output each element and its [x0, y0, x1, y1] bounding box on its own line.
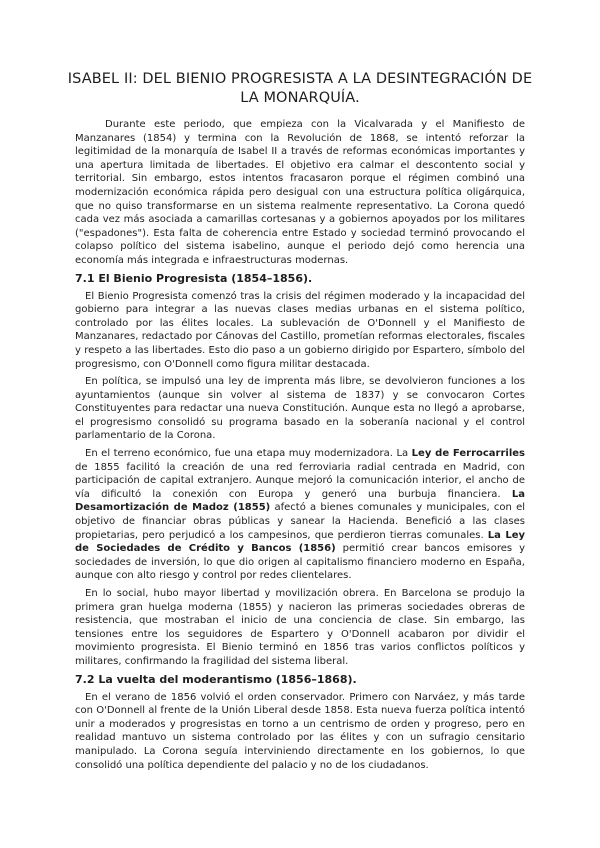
text-run: En el terreno económico, fue una etapa muy modernizadora. La	[85, 448, 412, 460]
intro-paragraph: Durante este periodo, que empieza con la Vicalvarada y el Manifiesto de Manzanares (1854) y termina con la Revolución de 1868, se intentó reforzar la legitimidad de la monarquía de Isabel II a través de reformas económicas importantes y una apertura limitada de libertades. El objetivo era calmar el descontento social y territorial. Sin embargo, estos intentos fracasaron porque el régimen combinó una modernización económica rápida pero desigual con una estructura política oligárquica, que no quiso transformarse en un sistema realmente representativo. La Corona quedó cada vez más asociada a camarillas cortesanas y a gobiernos apoyados por los militares ("espadones"). Esta falta de coherencia entre Estado y sociedad terminó provocando el colapso político del sistema isabelino, aunque el periodo dejó como herencia una economía más integrada e infraestructuras modernas.	[75, 119, 525, 266]
bold-term-ley-sociedades-credito: La Ley de Sociedades de Crédito y Bancos (1856)	[75, 529, 525, 555]
document-body	[75, 118, 525, 776]
bold-term-ley-ferrocarriles: Ley de Ferrocarriles	[411, 448, 525, 460]
section-heading-moderantismo: 7.2 La vuelta del moderantismo (1856–1868).	[75, 672, 357, 686]
bold-term-desamortizacion-madoz: La Desamortización de Madoz (1855)	[75, 488, 525, 514]
section-heading-bienio: 7.1 El Bienio Progresista (1854–1856).	[75, 271, 313, 285]
paragraph: En el verano de 1856 volvió el orden conservador. Primero con Narváez, y más tarde con O'Donnell al frente de la Unión Liberal desde 1858. Esta nueva fuerza política intentó unir a moderados y progresistas en torno a un centrismo de orden y progreso, pero en realidad mantuvo un sistema controlado por las élites y con un sufragio censitario manipulado. La Corona seguía interviniendo directamente en los gobiernos, lo que consolidó una política dependiente del palacio y no de los ciudadanos.	[75, 691, 525, 771]
text-run: permitió crear bancos emisores y sociedades de inversión, lo que dio origen al capitalismo financiero moderno en España, aunque con alto riesgo y control por redes clientelares.	[75, 543, 525, 582]
text-run: afectó a bienes comunales y municipales, con el objetivo de financiar obras públicas y sanear la Hacienda. Benefició a las clases propietarias, pero perjudicó a los campesinos, que perdieron tierras comunales.	[75, 502, 526, 541]
text-run: de 1855 facilitó la creación de una red ferroviaria radial centrada en Madrid, con participación de capital extranjero. Aunque mejoró la comunicación interior, el ancho de vía dificultó la conexión con Europa y generó una burbuja financiera.	[75, 461, 525, 500]
paragraph: En política, se impulsó una ley de imprenta más libre, se devolvieron funciones a los ayuntamientos (aunque sin volver al sistema de 1837) y se convocaron Cortes Constituyentes para redactar una nueva Constitución. Aunque esta no llegó a aprobarse, el progresismo consolidó su programa basado en la soberanía nacional y el control parlamentario de la Corona.	[75, 376, 525, 442]
paragraph: En lo social, hubo mayor libertad y movilización obrera. En Barcelona se produjo la primera gran huelga moderna (1855) y nacieron las primeras sociedades obreras de resistencia, que mostraban el inicio de una conciencia de clase. Sin embargo, las tensiones entre los seguidores de Espartero y O'Donnell acabaron por dividir el movimiento progresista. El Bienio terminó en 1856 tras varios conflictos políticos y militares, confirmando la fragilidad del sistema liberal.	[75, 588, 525, 667]
paragraph-economia	[75, 447, 525, 583]
page-title: ISABEL II: DEL BIENIO PROGRESISTA A LA DESINTEGRACIÓN DE LA MONARQUÍA.	[67, 71, 533, 106]
paragraph: El Bienio Progresista comenzó tras la crisis del régimen moderado y la incapacidad del gobierno para integrar a las nuevas clases medias urbanas en el sistema político, controlado por las élites locales. La sublevación de O'Donnell y el Manifiesto de Manzanares, redactado por Cánovas del Castillo, prometían reformas electorales, fiscales y respeto a las libertades. Esto dio paso a un gobierno dirigido por Espartero, símbolo del progresismo, con O'Donnell como figura militar destacada.	[75, 290, 525, 370]
